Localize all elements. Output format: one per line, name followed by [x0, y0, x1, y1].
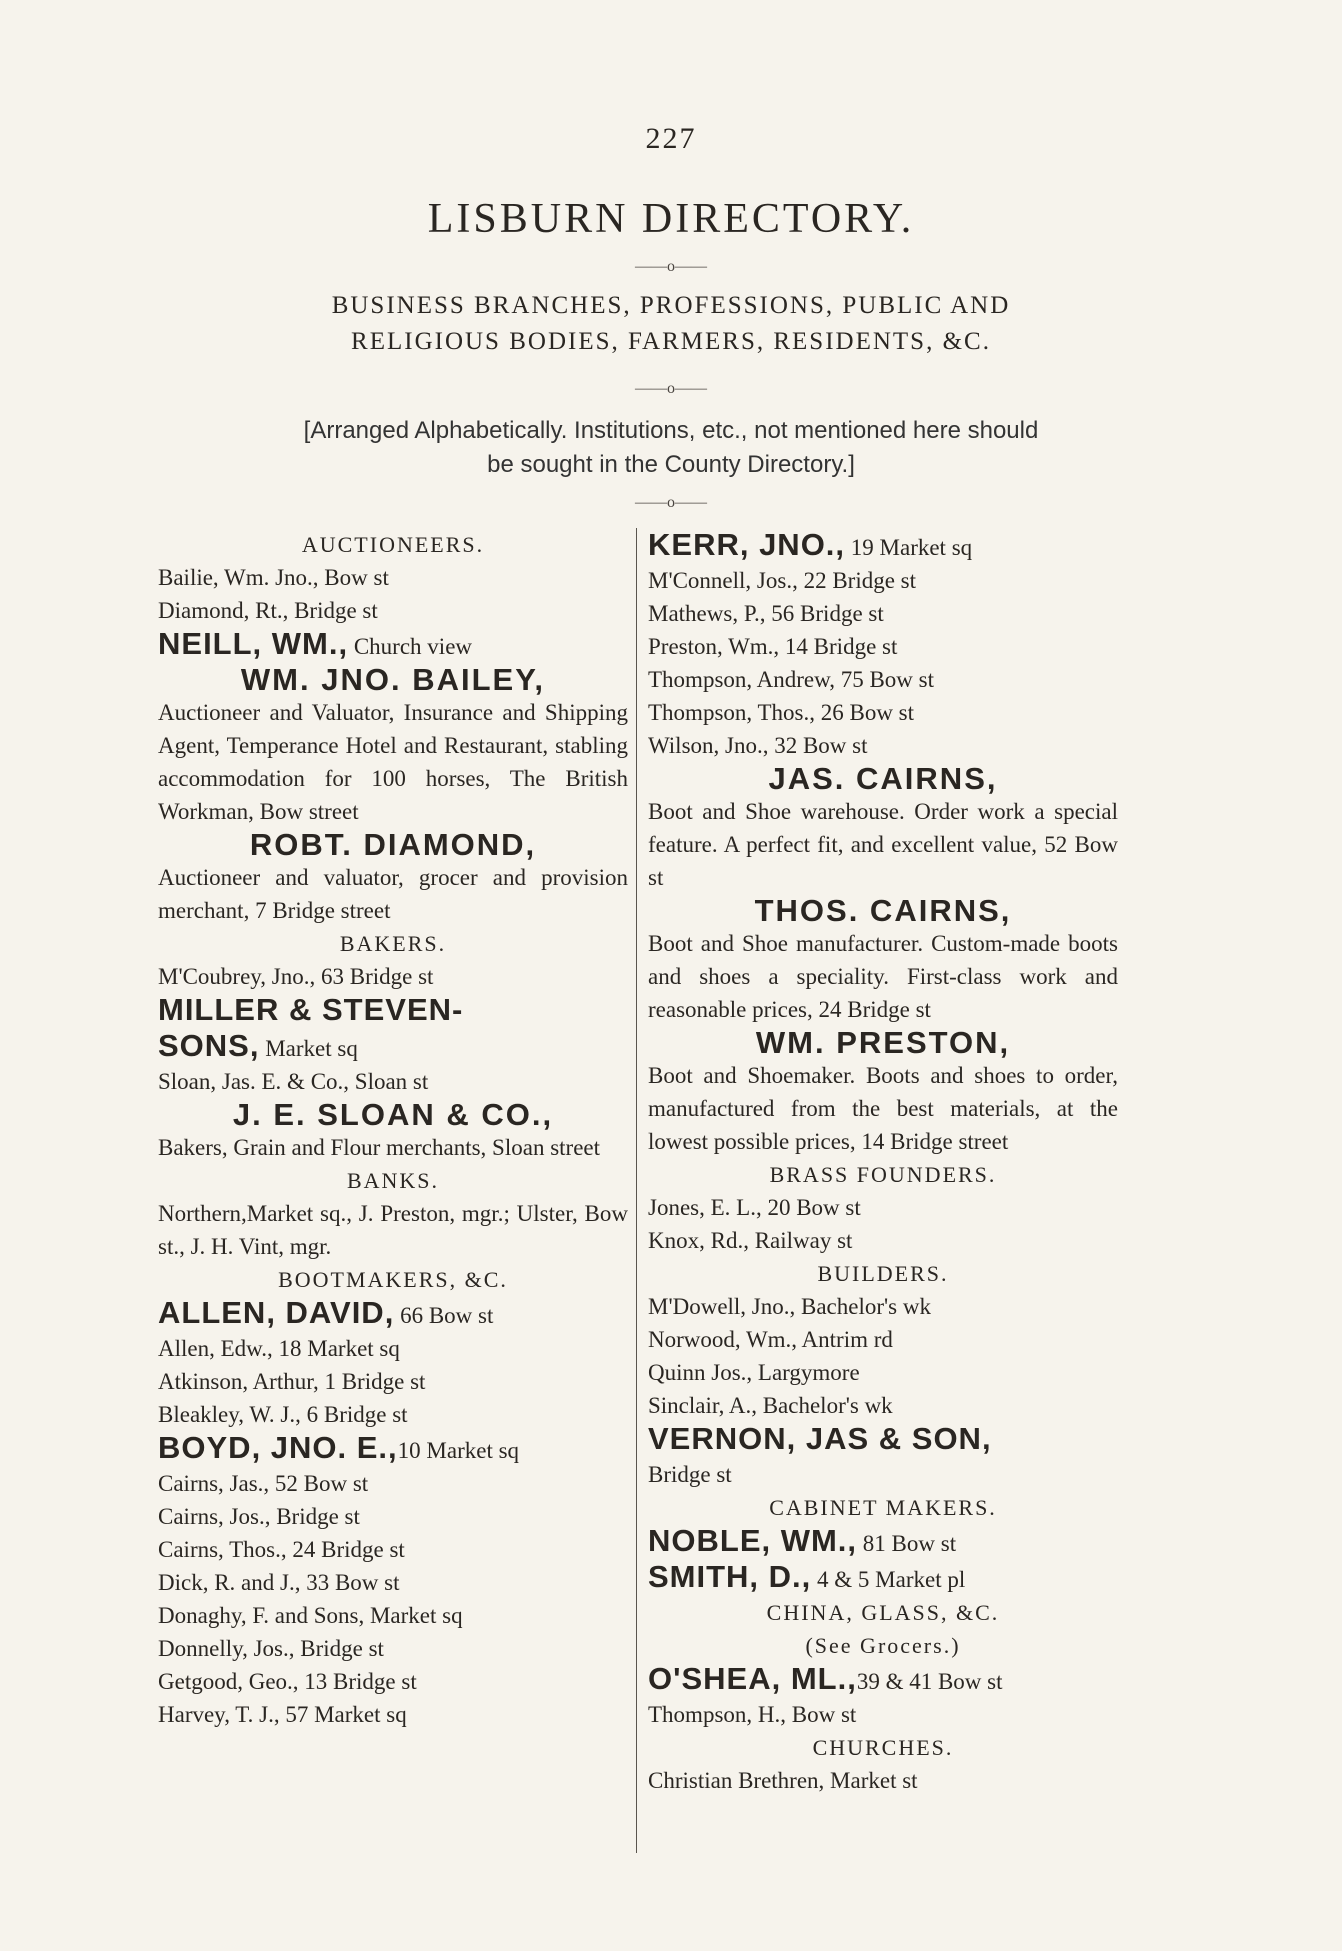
list-item [158, 1296, 628, 1332]
list-item [158, 1431, 628, 1467]
list-item [648, 1524, 1118, 1560]
list-item [648, 1560, 1118, 1596]
list-item [648, 1662, 1118, 1698]
list-item: Dick, R. and J., 33 Bow st [158, 1570, 400, 1595]
entry-address: 19 Market sq [845, 535, 973, 560]
entry-address: 39 & 41 Bow st [856, 1669, 1003, 1694]
cross-reference: (See Grocers.) [805, 1633, 961, 1658]
list-item: Cairns, Jas., 52 Bow st [158, 1471, 369, 1496]
list-item: Wilson, Jno., 32 Bow st [648, 733, 868, 758]
entry-name: KERR, JNO., [648, 527, 846, 562]
advert-body: Auctioneer and valuator, grocer and provision merchant, 7 Bridge street [158, 865, 628, 923]
list-item: Cairns, Jos., Bridge st [158, 1504, 360, 1529]
list-item [158, 993, 628, 1029]
entry-name: VERNON, JAS & SON, [648, 1421, 992, 1456]
arrangement-note [100, 414, 1242, 482]
list-item: Thompson, Thos., 26 Bow st [648, 700, 915, 725]
entry-name: SMITH, D., [648, 1559, 812, 1594]
advert-body: Boot and Shoemaker. Boots and shoes to order, manufactured from the best materials, at the lowest possible prices, 14 Bridge street [648, 1063, 1118, 1154]
advert-title: WM. PRESTON, [755, 1025, 1011, 1060]
list-item: Northern,Market sq., J. Preston, mgr.; Ulster, Bow st., J. H. Vint, mgr. [158, 1201, 628, 1259]
list-item: Quinn Jos., Largymore [648, 1360, 860, 1385]
advert-title: ROBT. DIAMOND, [249, 827, 537, 862]
section-heading: BRASS FOUNDERS. [769, 1162, 997, 1187]
entry-name: SONS, [158, 1028, 260, 1063]
list-item: M'Connell, Jos., 22 Bridge st [648, 568, 917, 593]
list-item: Bleakley, W. J., 6 Bridge st [158, 1402, 408, 1427]
divider: ——o—— [635, 258, 707, 275]
list-item: Atkinson, Arthur, 1 Bridge st [158, 1369, 426, 1394]
right-column [648, 528, 1118, 1797]
page-number: 227 [645, 122, 697, 155]
advert-title: WM. JNO. BAILEY, [240, 662, 546, 697]
entry-name: BOYD, JNO. E., [158, 1430, 398, 1465]
list-item: Norwood, Wm., Antrim rd [648, 1327, 893, 1352]
list-item: Harvey, T. J., 57 Market sq [158, 1702, 407, 1727]
advert-body: Boot and Shoe manufacturer. Custom-made boots and shoes a speciality. First-class work and reasonable prices, 24 Bridge st [648, 931, 1118, 1022]
subtitle-line: RELIGIOUS BODIES, FARMERS, RESIDENTS, &C. [351, 328, 991, 355]
list-item: Knox, Rd., Railway st [648, 1228, 853, 1253]
list-item [158, 1029, 628, 1065]
section-heading: BANKS. [346, 1168, 440, 1193]
section-heading: CHURCHES. [812, 1735, 954, 1760]
entry-name: MILLER & STEVEN- [158, 992, 464, 1027]
list-item: Donnelly, Jos., Bridge st [158, 1636, 384, 1661]
subtitle [100, 288, 1242, 360]
list-item: Allen, Edw., 18 Market sq [158, 1336, 400, 1361]
list-item [648, 528, 1118, 564]
list-item: Jones, E. L., 20 Bow st [648, 1195, 861, 1220]
left-column [158, 528, 628, 1731]
entry-name: O'SHEA, ML., [648, 1661, 857, 1696]
list-item [158, 627, 628, 663]
section-heading: CABINET MAKERS. [769, 1495, 997, 1520]
list-item: M'Dowell, Jno., Bachelor's wk [648, 1294, 931, 1319]
list-item: Christian Brethren, Market st [648, 1768, 918, 1793]
page-title: LISBURN DIRECTORY. [427, 196, 915, 242]
entry-address: 10 Market sq [397, 1438, 520, 1463]
advert-title: J. E. SLOAN & CO., [232, 1097, 554, 1132]
section-heading: CHINA, GLASS, &C. [766, 1600, 1000, 1625]
divider: ——o—— [635, 380, 707, 397]
entry-address: Market sq [259, 1036, 358, 1061]
entry-name: ALLEN, DAVID, [158, 1295, 395, 1330]
divider: ——o—— [635, 494, 707, 511]
entry-address: 66 Bow st [394, 1303, 494, 1328]
entry-address: 81 Bow st [857, 1531, 957, 1556]
list-item: Thompson, H., Bow st [648, 1702, 857, 1727]
list-item: Diamond, Rt., Bridge st [158, 598, 378, 623]
list-item: Donaghy, F. and Sons, Market sq [158, 1603, 463, 1628]
list-item: Sloan, Jas. E. & Co., Sloan st [158, 1069, 429, 1094]
list-item: Thompson, Andrew, 75 Bow st [648, 667, 935, 692]
advert-title: JAS. CAIRNS, [768, 761, 998, 796]
list-item: Cairns, Thos., 24 Bridge st [158, 1537, 405, 1562]
note-line: [Arranged Alphabetically. Institutions, etc., not mentioned here should [303, 417, 1039, 444]
list-item: Bridge st [648, 1462, 732, 1487]
advert-title: THOS. CAIRNS, [754, 893, 1012, 928]
column-rule [636, 528, 637, 1853]
note-line: be sought in the County Directory.] [487, 451, 855, 478]
section-heading: AUCTIONEERS. [301, 532, 485, 557]
entry-name: NEILL, WM., [158, 626, 349, 661]
subtitle-line: BUSINESS BRANCHES, PROFESSIONS, PUBLIC AND [331, 292, 1011, 319]
list-item [648, 1422, 1118, 1458]
advert-body: Auctioneer and Valuator, Insurance and Shipping Agent, Temperance Hotel and Restaurant, stabling accommodation for 100 horses, The British Workman, Bow street [158, 700, 628, 824]
list-item: M'Coubrey, Jno., 63 Bridge st [158, 964, 434, 989]
advert-body: Bakers, Grain and Flour merchants, Sloan street [158, 1135, 600, 1160]
section-heading: BAKERS. [339, 931, 447, 956]
list-item: Sinclair, A., Bachelor's wk [648, 1393, 893, 1418]
entry-address: 4 & 5 Market pl [811, 1567, 966, 1592]
section-heading: BOOTMAKERS, &C. [278, 1267, 508, 1292]
section-heading: BUILDERS. [817, 1261, 949, 1286]
list-item: Getgood, Geo., 13 Bridge st [158, 1669, 417, 1694]
list-item: Preston, Wm., 14 Bridge st [648, 634, 898, 659]
list-item: Mathews, P., 56 Bridge st [648, 601, 884, 626]
entry-name: NOBLE, WM., [648, 1523, 858, 1558]
advert-body: Boot and Shoe warehouse. Order work a special feature. A perfect fit, and excellent value, 52 Bow st [648, 799, 1118, 890]
list-item: Bailie, Wm. Jno., Bow st [158, 565, 389, 590]
entry-address: Church view [348, 634, 473, 659]
